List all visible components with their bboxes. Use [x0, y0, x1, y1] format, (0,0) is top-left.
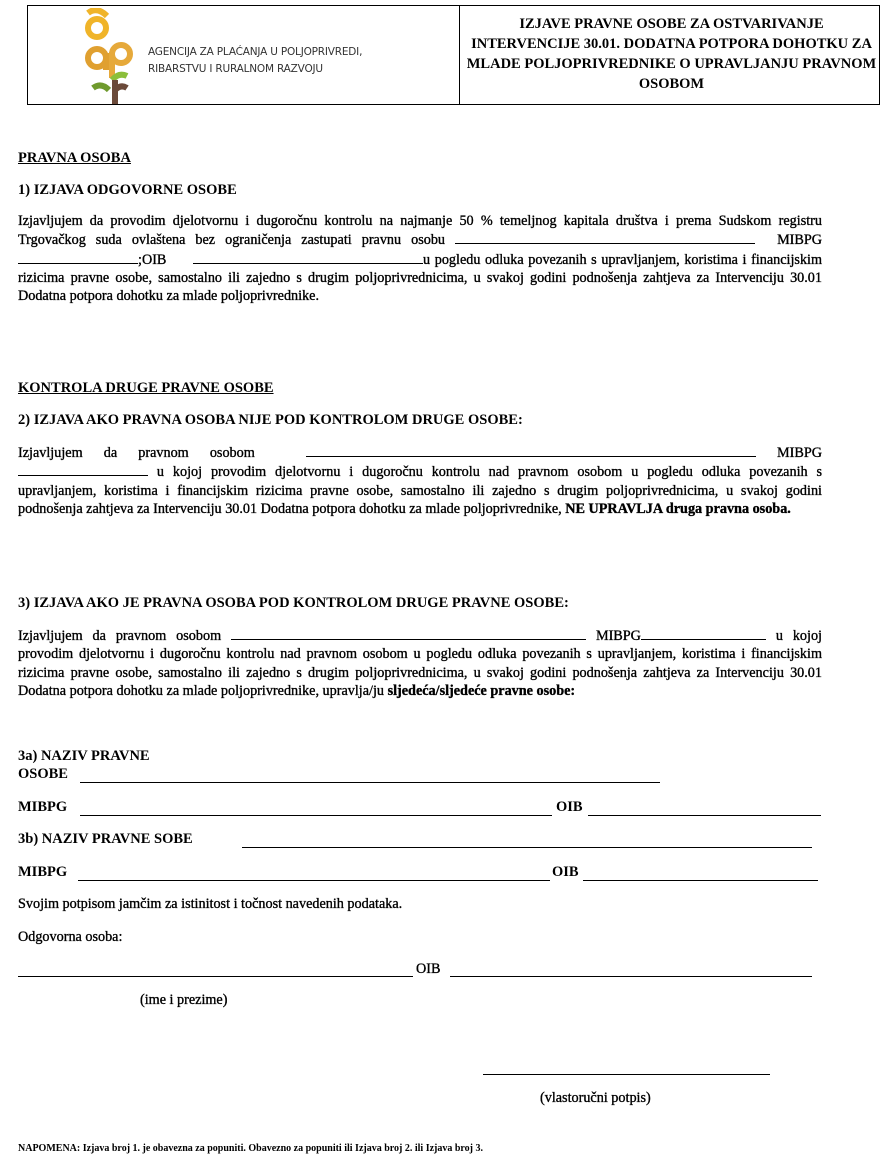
footnote: NAPOMENA: Izjava broj 1. je obavezna za popuniti. Obavezno za popuniti ili Izjava broj 2. ili Izjava broj 3. [18, 1143, 483, 1154]
entity-3a-mibpg-field[interactable] [80, 815, 552, 816]
statement-3-text [18, 626, 822, 700]
agency-name-line1: AGENCIJA ZA PLAĆANJA U POLJOPRIVREDI, [148, 46, 363, 58]
entity-3b-label: 3b) NAZIV PRAVNE SOBE [18, 831, 193, 847]
statement-2-text-a: Izjavljujem da pravnom osobom [18, 445, 255, 461]
signature-field[interactable] [483, 1074, 770, 1075]
statement-2-text [18, 443, 822, 518]
entity-3a-mibpg-label: MIBPG [18, 799, 68, 815]
statement-1-heading: 1) IZJAVA ODGOVORNE OSOBE [18, 182, 237, 198]
statement-2-heading: 2) IZJAVA AKO PRAVNA OSOBA NIJE POD KONTROLOM DRUGE OSOBE: [18, 412, 523, 428]
entity-3a-oib-label: OIB [556, 799, 583, 815]
responsible-person-name-field[interactable] [18, 976, 413, 977]
agency-logo-icon [83, 8, 138, 104]
statement-3-text-b: u kojoj provodim djelotvornu i dugoročnu kontrolu nad pravnom osobom u pogledu odluka povezanih s upravljanjem, koristima i financijskim rizicima pravne osobe, samostalno ili zajedno s drugim poljoprivrednicima, u svakoj godini podnošenja zahtjeva za Intervenciju 30.01 Dodatna potpora dohotku za mlade poljoprivrednike, upravlja/ju [18, 628, 823, 699]
legal-entity-name-field[interactable] [231, 626, 586, 640]
statement-3-text-a: Izjavljujem da pravnom osobom [18, 628, 222, 644]
statement-1-text-a: Izjavljujem da provodim djelotvornu i dugoročnu kontrolu na najmanje 50 % temeljnog kapitala društva i prema Sudskom registru Trgovačkog suda ovlaštena bez ograničenja zastupati pravnu osobu [18, 213, 822, 249]
signature-caption: (vlastoručni potpis) [540, 1090, 651, 1106]
legal-entity-name-field[interactable] [455, 230, 755, 244]
header-divider [459, 6, 460, 104]
oib-label: ;OIB [138, 251, 167, 268]
responsible-oib-label: OIB [416, 961, 441, 977]
statement-3-heading: 3) IZJAVA AKO JE PRAVNA OSOBA POD KONTROLOM DRUGE PRAVNE OSOBE: [18, 595, 569, 611]
document-title: IZJAVE PRAVNE OSOBE ZA OSTVARIVANJE INTERVENCIJE 30.01. DODATNA POTPORA DOHOTKU ZA MLADE POLJOPRIVREDNIKE O UPRAVLJANJU PRAVNOM OSOBOM [466, 16, 877, 92]
document-header [27, 5, 880, 105]
mibpg-label: MIBPG [595, 628, 641, 644]
entity-3a-name-field[interactable] [80, 782, 660, 783]
entity-3a-label-osobe: OSOBE [18, 766, 68, 782]
statement-2-text-bold: NE UPRAVLJA druga pravna osoba. [565, 500, 791, 517]
mibpg-label: MIBPG [777, 445, 822, 461]
agency-name [148, 44, 362, 78]
responsible-person-label: Odgovorna osoba: [18, 929, 123, 945]
entity-3b-name-field[interactable] [242, 847, 812, 848]
entity-3b-oib-label: OIB [552, 864, 579, 880]
mibpg-label: MIBPG [777, 232, 823, 249]
entity-3b-mibpg-field[interactable] [78, 880, 550, 881]
mibpg-field[interactable] [641, 626, 766, 640]
entity-3b-oib-field[interactable] [583, 880, 818, 881]
statement-3-text-bold: sljedeća/sljedeće pravne osobe: [387, 682, 576, 699]
section-heading-kontrola: KONTROLA DRUGE PRAVNE OSOBE [18, 380, 274, 396]
responsible-oib-field[interactable] [450, 976, 812, 977]
name-caption: (ime i prezime) [140, 992, 228, 1008]
entity-3a-label: 3a) NAZIV PRAVNE [18, 748, 150, 764]
mibpg-field[interactable] [18, 250, 138, 264]
statement-1-text [18, 212, 822, 305]
mibpg-field[interactable] [18, 462, 148, 476]
section-heading-pravna-osoba: PRAVNA OSOBA [18, 150, 131, 166]
text-u: u [423, 251, 431, 268]
statement-1-text-b: pogledu odluka povezanih s upravljanjem, koristima i financijskim rizicima pravne osobe, samostalno ili zajedno s drugim poljoprivrednicima, u svakoj godini podnošenja zahtjeva za Intervenciju 30.01 Dodatna potpora dohotku za mlade poljoprivrednike. [18, 251, 823, 305]
entity-3b-mibpg-label: MIBPG [18, 864, 68, 880]
agency-name-line2: RIBARSTVU I RURALNOM RAZVOJU [148, 63, 323, 75]
legal-entity-name-field[interactable] [306, 443, 756, 457]
accuracy-statement: Svojim potpisom jamčim za istinitost i točnost navedenih podataka. [18, 896, 403, 912]
statement-2-text-b: u kojoj provodim djelotvornu i dugoročnu kontrolu nad pravnom osobom u pogledu odluka povezanih s upravljanjem, koristima i financijskim rizicima pravne osobe, samostalno ili zajedno s drugim poljoprivrednicima, u svakoj godini podnošenja zahtjeva za Intervenciju 30.01 Dodatna potpora dohotku za mlade poljoprivrednike, [18, 464, 823, 517]
entity-3a-oib-field[interactable] [588, 815, 821, 816]
oib-field[interactable] [193, 250, 423, 264]
